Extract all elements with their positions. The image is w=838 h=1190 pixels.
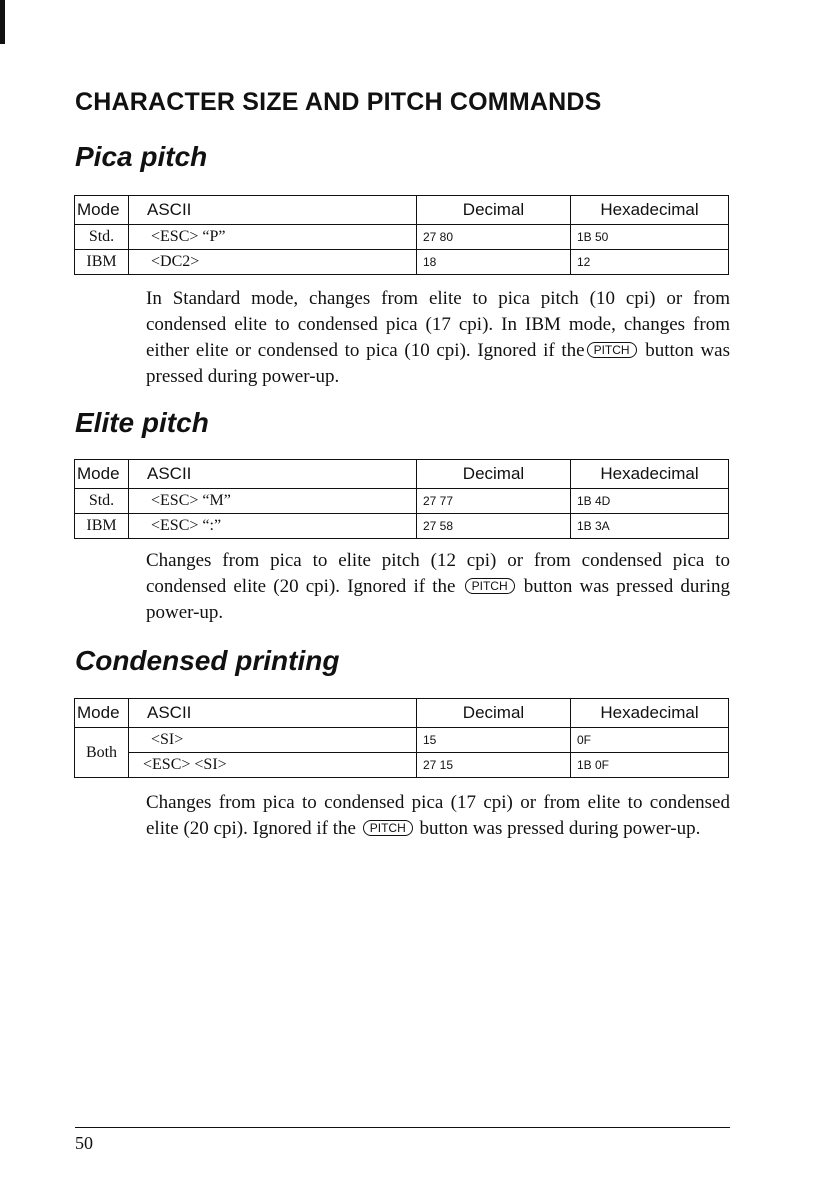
cell-hex: 1B 50 <box>571 225 729 250</box>
cell-mode: Both <box>75 728 129 778</box>
table-row <box>75 753 729 778</box>
cell-mode: IBM <box>75 514 129 539</box>
description-text: In Standard mode, changes from elite to pica pitch (10 cpi) or from condensed elite to condensed pica (17 cpi). In IBM mode, changes from either elite or condensed to pica (10 cpi). Ignored if the <box>146 288 730 361</box>
section-title-pica-pitch: Pica pitch <box>75 141 208 172</box>
header-ascii: ASCII <box>129 699 417 728</box>
elite-pitch-table <box>74 459 729 539</box>
cell-mode: Std. <box>75 489 129 514</box>
header-hexadecimal: Hexadecimal <box>571 196 729 225</box>
cell-hex: 1B 4D <box>571 489 729 514</box>
header-mode: Mode <box>75 460 129 489</box>
header-hexadecimal: Hexadecimal <box>571 460 729 489</box>
description-text: Changes from pica to elite pitch (12 cpi) or from condensed pica to condensed elite (20 cpi). Ignored if the <box>146 550 730 597</box>
description-text: Changes from pica to condensed pica (17 cpi) or from elite to condensed elite (20 cpi). Ignored if the <box>146 792 730 839</box>
condensed-printing-table <box>74 698 729 778</box>
section-title-elite-pitch: Elite pitch <box>75 407 209 438</box>
table-header-row <box>75 196 729 225</box>
cell-ascii: <DC2> <box>129 250 417 275</box>
cell-hex: 0F <box>571 728 729 753</box>
header-ascii: ASCII <box>129 460 417 489</box>
cell-ascii: <ESC> “:” <box>129 514 417 539</box>
cell-decimal: 27 80 <box>417 225 571 250</box>
cell-ascii: <ESC> “P” <box>129 225 417 250</box>
table-row <box>75 728 729 753</box>
pitch-key-icon: PITCH <box>363 820 413 836</box>
pitch-key-icon: PITCH <box>587 342 637 358</box>
cell-ascii: <ESC> “M” <box>129 489 417 514</box>
cell-decimal: 15 <box>417 728 571 753</box>
header-decimal: Decimal <box>417 699 571 728</box>
table-row <box>75 489 729 514</box>
header-decimal: Decimal <box>417 196 571 225</box>
pica-pitch-table <box>74 195 729 275</box>
cell-decimal: 18 <box>417 250 571 275</box>
description-text-end: button was pressed during power-up. <box>146 576 731 623</box>
pitch-key-icon: PITCH <box>465 578 515 594</box>
header-mode: Mode <box>75 196 129 225</box>
header-hexadecimal: Hexadecimal <box>571 699 729 728</box>
pica-pitch-description <box>146 286 730 390</box>
cell-decimal: 27 15 <box>417 753 571 778</box>
cell-ascii: <ESC> <SI> <box>129 753 417 778</box>
cell-ascii: <SI> <box>129 728 417 753</box>
page-edge-mark <box>0 0 5 44</box>
section-title-condensed-printing: Condensed printing <box>75 645 340 676</box>
cell-decimal: 27 58 <box>417 514 571 539</box>
elite-pitch-description <box>146 548 730 626</box>
condensed-printing-description <box>146 790 730 842</box>
table-row <box>75 514 729 539</box>
footer-rule <box>75 1127 730 1128</box>
description-text-end: button was pressed during power-up. <box>419 818 701 839</box>
cell-decimal: 27 77 <box>417 489 571 514</box>
cell-mode: Std. <box>75 225 129 250</box>
table-header-row <box>75 699 729 728</box>
cell-hex: 1B 3A <box>571 514 729 539</box>
header-decimal: Decimal <box>417 460 571 489</box>
cell-mode: IBM <box>75 250 129 275</box>
page-number: 50 <box>75 1133 93 1153</box>
cell-hex: 12 <box>571 250 729 275</box>
table-header-row <box>75 460 729 489</box>
cell-hex: 1B 0F <box>571 753 729 778</box>
table-row <box>75 225 729 250</box>
header-ascii: ASCII <box>129 196 417 225</box>
page-title: CHARACTER SIZE AND PITCH COMMANDS <box>75 88 602 116</box>
header-mode: Mode <box>75 699 129 728</box>
table-row <box>75 250 729 275</box>
description-text-end: button was pressed during power-up. <box>146 340 731 387</box>
